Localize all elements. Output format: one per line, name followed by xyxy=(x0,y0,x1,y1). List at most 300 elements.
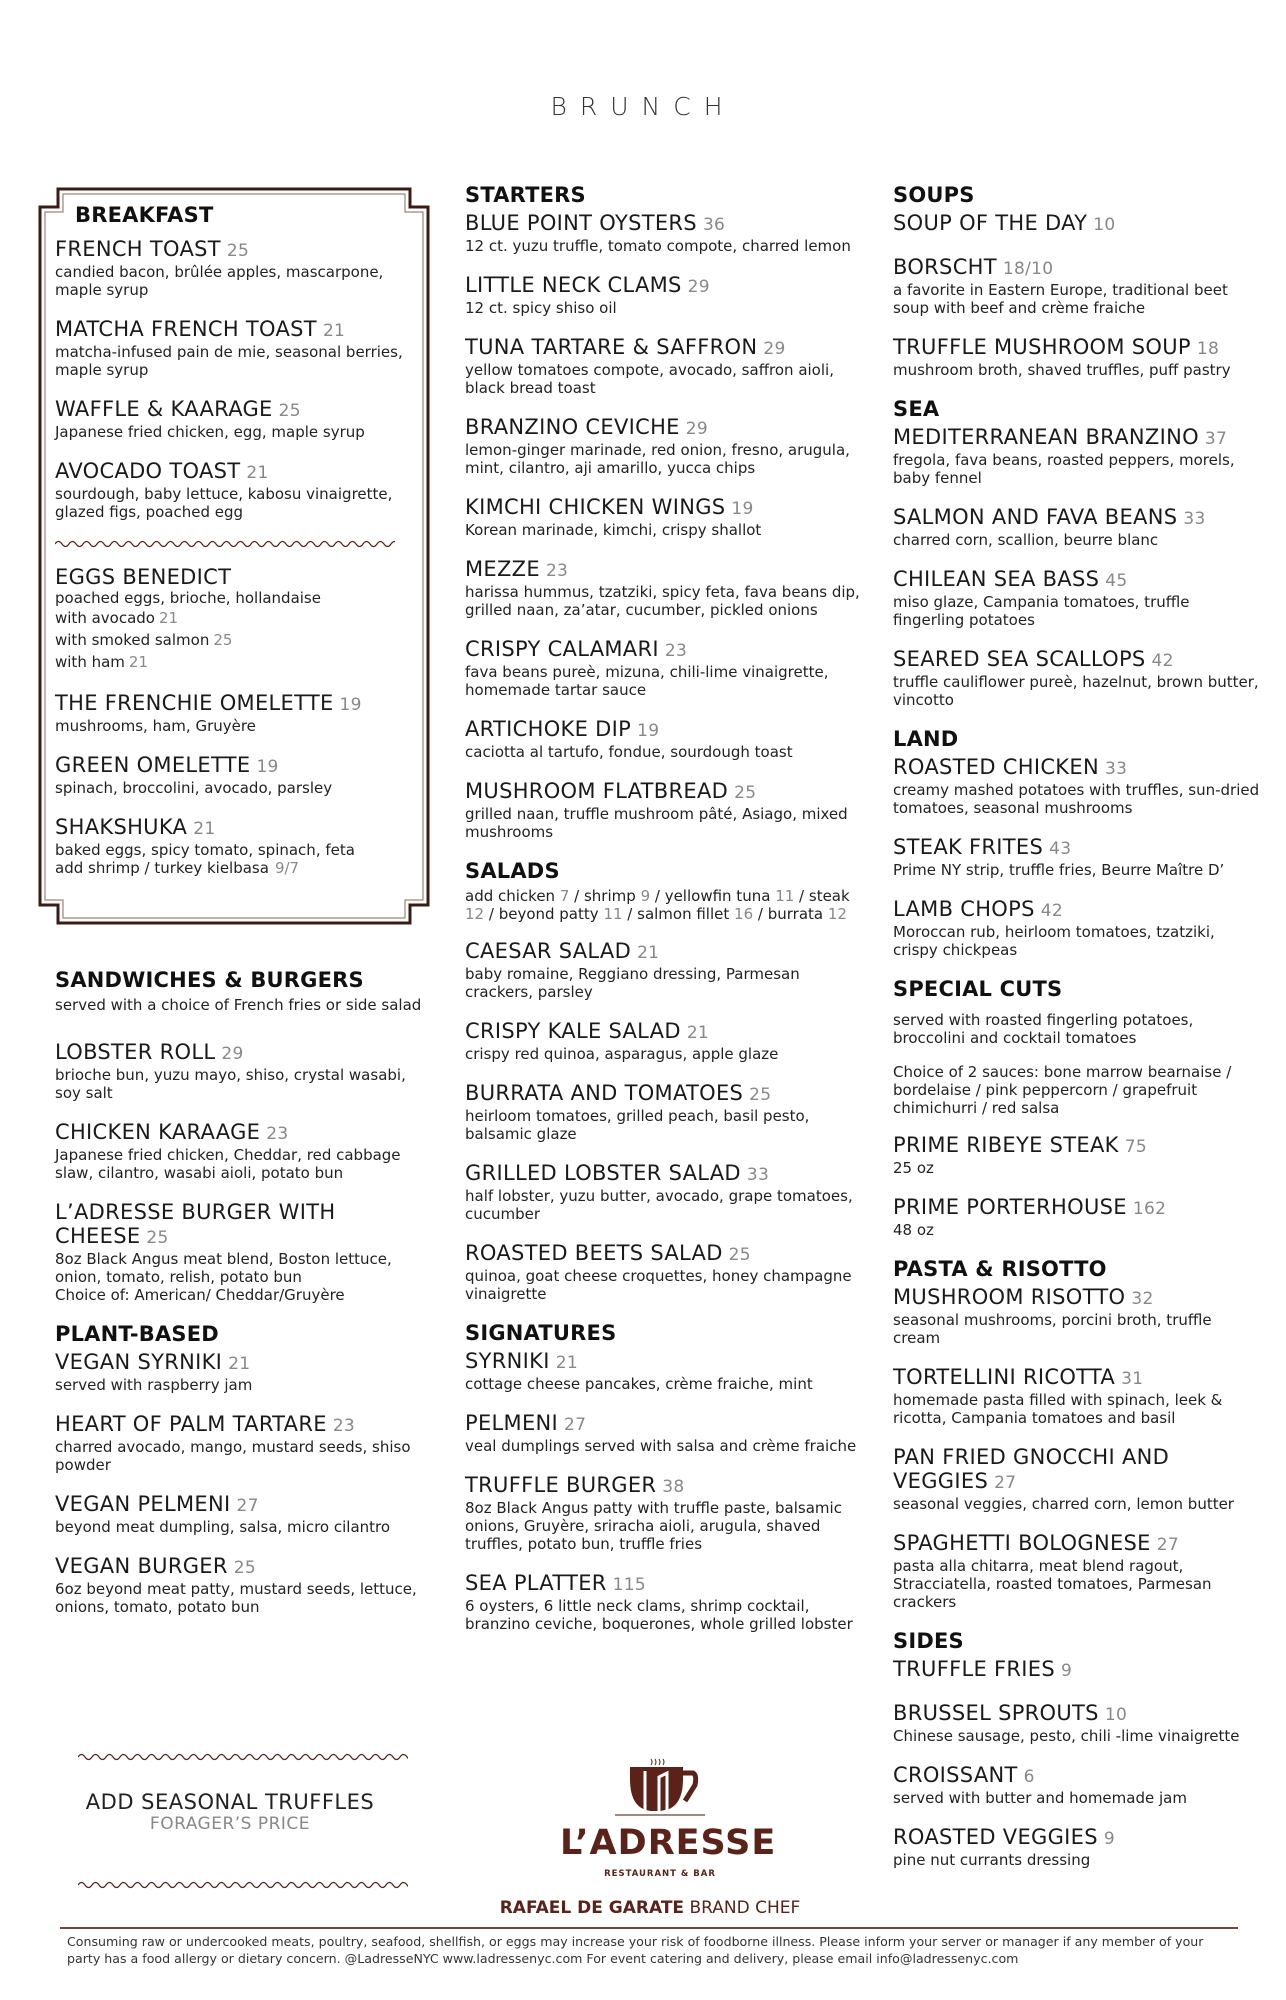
item-name xyxy=(893,1365,1263,1391)
item-desc: homemade pasta filled with spinach, leek & ricotta, Campania tomatoes and basil xyxy=(893,1391,1223,1427)
pasta-items xyxy=(893,1285,1263,1611)
item-name xyxy=(55,1492,425,1518)
item-price: 9 xyxy=(1060,1661,1073,1681)
section-heading-land: LAND xyxy=(893,727,959,751)
item-title: CRISPY KALE SALAD xyxy=(465,1019,681,1043)
menu-item-lamb-chops xyxy=(893,897,1263,959)
item-name xyxy=(465,495,865,521)
special-cuts-note: served with roasted fingerling potatoes, broccolini and cocktail tomatoes xyxy=(893,1011,1194,1047)
item-title: ROASTED BEETS SALAD xyxy=(465,1241,723,1265)
menu-item-lobster-roll xyxy=(55,1040,425,1102)
item-title: VEGAN SYRNIKI xyxy=(55,1350,223,1374)
extra-label: Choice of: American/ Cheddar/Gruyère xyxy=(55,1286,345,1304)
menu-item-mezze xyxy=(465,557,865,619)
seasonal-truffles-note xyxy=(40,1790,420,1834)
item-price: 33 xyxy=(1183,509,1206,529)
item-desc: charred corn, scallion, beurre blanc xyxy=(893,531,1159,549)
item-desc: Japanese fried chicken, Cheddar, red cabbage slaw, cilantro, wasabi aioli, potato bun xyxy=(55,1146,401,1182)
item-title: LAMB CHOPS xyxy=(893,897,1035,921)
item-desc: fava beans pureè, mizuna, chili-lime vinaigrette, homemade tartar sauce xyxy=(465,663,829,699)
item-name xyxy=(893,1657,1263,1683)
chef-credit xyxy=(440,1898,860,1918)
item-price: 25 xyxy=(233,1558,256,1578)
addon-label: yellowfin tuna xyxy=(664,887,771,905)
item-price: 25 xyxy=(728,1245,751,1265)
section-heading-signatures: SIGNATURES xyxy=(465,1321,617,1345)
item-name xyxy=(893,425,1263,451)
section-heading-starters: STARTERS xyxy=(465,183,586,207)
item-name xyxy=(465,939,865,965)
addon-label: add chicken xyxy=(465,887,556,905)
chef-name: RAFAEL DE GARATE xyxy=(499,1898,685,1918)
item-name xyxy=(465,1571,865,1597)
item-title: PRIME RIBEYE STEAK xyxy=(893,1133,1119,1157)
plant-items xyxy=(55,1350,425,1616)
item-name xyxy=(893,897,1263,923)
menu-item-pan-fried-gnocchi-and-veggies xyxy=(893,1445,1263,1513)
breakfast-section xyxy=(55,203,410,895)
menu-item-mushroom-risotto xyxy=(893,1285,1263,1347)
menu-item-croissant xyxy=(893,1763,1263,1807)
menu-item-roasted-chicken xyxy=(893,755,1263,817)
item-desc: sourdough, baby lettuce, kabosu vinaigrette, glazed figs, poached egg xyxy=(55,485,393,521)
item-title: BURRATA AND TOMATOES xyxy=(465,1081,744,1105)
item-desc: cottage cheese pancakes, crème fraiche, mint xyxy=(465,1375,813,1393)
menu-item-crispy-kale-salad xyxy=(465,1019,865,1063)
item-price: 18/10 xyxy=(1002,259,1054,279)
item-title: TRUFFLE MUSHROOM SOUP xyxy=(893,335,1191,359)
addon-price: 7 xyxy=(559,887,570,905)
menu-item-grilled-lobster-salad xyxy=(465,1161,865,1223)
item-title: FRENCH TOAST xyxy=(55,237,221,261)
menu-item-soup-of-the-day xyxy=(893,211,1263,237)
menu-item-pelmeni xyxy=(465,1411,865,1455)
item-title: WAFFLE & KAARAGE xyxy=(55,397,273,421)
item-title: MEZZE xyxy=(465,557,540,581)
menu-item-salmon-and-fava-beans xyxy=(893,505,1263,549)
item-desc: spinach, broccolini, avocado, parsley xyxy=(55,779,333,797)
item-name xyxy=(465,637,865,663)
item-price: 27 xyxy=(1156,1535,1179,1555)
item-desc: 12 ct. yuzu truffle, tomato compote, charred lemon xyxy=(465,237,851,255)
item-name xyxy=(893,1285,1263,1311)
menu-item-spaghetti-bolognese xyxy=(893,1531,1263,1611)
item-price: 115 xyxy=(612,1575,647,1595)
extra-label: add shrimp / turkey kielbasa xyxy=(55,859,269,877)
item-desc: pine nut currants dressing xyxy=(893,1851,1091,1869)
item-title: THE FRENCHIE OMELETTE xyxy=(55,691,334,715)
menu-item-chilean-sea-bass xyxy=(893,567,1263,629)
special-cuts-sauces: Choice of 2 sauces: bone marrow bearnaise / bordelaise / pink peppercorn / grapefruit chimichurri / red salsa xyxy=(893,1063,1232,1117)
item-desc: charred avocado, mango, mustard seeds, shiso powder xyxy=(55,1438,411,1474)
menu-item-caesar-salad xyxy=(465,939,865,1001)
addon-label: salmon fillet xyxy=(637,905,730,923)
item-title: PAN FRIED GNOCCHI AND VEGGIES xyxy=(893,1445,1170,1493)
menu-item-seared-sea-scallops xyxy=(893,647,1263,709)
item-title: CAESAR SALAD xyxy=(465,939,632,963)
item-name xyxy=(893,335,1263,361)
item-desc: creamy mashed potatoes with truffles, sun-dried tomatoes, seasonal mushrooms xyxy=(893,781,1260,817)
item-title: VEGAN PELMENI xyxy=(55,1492,231,1516)
starter-items xyxy=(465,211,865,841)
item-name xyxy=(55,815,410,841)
page-title: BRUNCH xyxy=(550,92,736,121)
item-price: 19 xyxy=(731,499,754,519)
item-name xyxy=(465,1019,865,1045)
item-title: KIMCHI CHICKEN WINGS xyxy=(465,495,726,519)
item-title: BORSCHT xyxy=(893,255,997,279)
item-price: 23 xyxy=(545,561,569,581)
section-heading-salads: SALADS xyxy=(465,859,560,883)
item-price: 29 xyxy=(687,277,710,297)
footer-disclaimer xyxy=(67,1933,1247,1967)
item-name xyxy=(465,273,865,299)
item-name xyxy=(465,1411,865,1437)
section-heading-special-cuts: SPECIAL CUTS xyxy=(893,977,1063,1001)
menu-item-little-neck-clams xyxy=(465,273,865,317)
item-price: 21 xyxy=(193,819,216,839)
section-heading-pasta: PASTA & RISOTTO xyxy=(893,1257,1107,1281)
item-title: SALMON AND FAVA BEANS xyxy=(893,505,1178,529)
item-desc: fregola, fava beans, roasted peppers, morels, baby fennel xyxy=(893,451,1235,487)
item-price: 162 xyxy=(1132,1199,1167,1219)
menu-item-artichoke-dip xyxy=(465,717,865,761)
section-heading-breakfast: BREAKFAST xyxy=(75,203,214,227)
menu-item-truffle-mushroom-soup xyxy=(893,335,1263,379)
item-title: BRANZINO CEVICHE xyxy=(465,415,680,439)
addon-price: 11 xyxy=(603,905,623,923)
menu-item-shakshuka xyxy=(55,815,410,877)
item-name xyxy=(465,211,865,237)
item-title: HEART OF PALM TARTARE xyxy=(55,1412,327,1436)
item-desc: miso glaze, Campania tomatoes, truffle fingerling potatoes xyxy=(893,593,1190,629)
benedict-option xyxy=(55,629,410,651)
item-title: BRUSSEL SPROUTS xyxy=(893,1701,1099,1725)
item-desc: crispy red quinoa, asparagus, apple glaze xyxy=(465,1045,779,1063)
footer-divider xyxy=(60,1927,1238,1929)
item-title: MEDITERRANEAN BRANZINO xyxy=(893,425,1199,449)
item-price: 42 xyxy=(1151,651,1174,671)
menu-item-roasted-veggies xyxy=(893,1825,1263,1869)
item-title: SPAGHETTI BOLOGNESE xyxy=(893,1531,1151,1555)
addon-label: shrimp xyxy=(583,887,636,905)
item-title: GREEN OMELETTE xyxy=(55,753,251,777)
item-price: 21 xyxy=(686,1023,710,1043)
item-desc: a favorite in Eastern Europe, traditional beet soup with beef and crème fraiche xyxy=(893,281,1228,317)
item-title: TRUFFLE BURGER xyxy=(465,1473,657,1497)
benedict-option xyxy=(55,651,410,673)
item-price: 10 xyxy=(1093,215,1116,235)
addon-label: steak xyxy=(808,887,850,905)
item-desc: Japanese fried chicken, egg, maple syrup xyxy=(55,423,365,441)
item-extra xyxy=(55,859,410,877)
item-desc: 48 oz xyxy=(893,1221,934,1239)
item-desc: grilled naan, truffle mushroom pâté, Asiago, mixed mushrooms xyxy=(465,805,848,841)
option-price: 21 xyxy=(158,609,179,627)
menu-item-heart-of-palm-tartare xyxy=(55,1412,425,1474)
menu-item-vegan-pelmeni xyxy=(55,1492,425,1536)
item-price: 27 xyxy=(236,1496,259,1516)
item-name xyxy=(893,1445,1263,1495)
item-name xyxy=(893,255,1263,281)
item-title: SEARED SEA SCALLOPS xyxy=(893,647,1146,671)
item-name xyxy=(893,1195,1263,1221)
item-name xyxy=(55,1554,425,1580)
item-desc: mushroom broth, shaved truffles, puff pastry xyxy=(893,361,1231,379)
menu-item-mushroom-flatbread xyxy=(465,779,865,841)
item-price: 31 xyxy=(1121,1369,1144,1389)
item-title: L’ADRESSE BURGER WITH CHEESE xyxy=(55,1200,336,1248)
item-desc: seasonal mushrooms, porcini broth, truffle cream xyxy=(893,1311,1212,1347)
option-price: 25 xyxy=(213,631,233,649)
item-price: 21 xyxy=(322,321,346,341)
item-name xyxy=(465,1473,865,1499)
menu-item-truffle-burger xyxy=(465,1473,865,1553)
restaurant-logo xyxy=(560,1755,777,1879)
item-desc: poached eggs, brioche, hollandaise xyxy=(55,589,321,607)
item-name xyxy=(893,211,1263,237)
item-name xyxy=(55,1120,425,1146)
menu-item-the-frenchie-omelette xyxy=(55,691,410,735)
item-price: 43 xyxy=(1049,839,1072,859)
item-desc: Prime NY strip, truffle fries, Beurre Maître D’ xyxy=(893,861,1225,879)
menu-item-borscht xyxy=(893,255,1263,317)
item-price: 32 xyxy=(1131,1289,1154,1309)
benedict-options xyxy=(55,607,410,673)
option-label: with smoked salmon xyxy=(55,631,210,649)
item-name xyxy=(893,1701,1263,1727)
item-price: 18 xyxy=(1196,339,1220,359)
item-price: 29 xyxy=(221,1044,244,1064)
addon-label: burrata xyxy=(767,905,824,923)
menu-item-tuna-tartare-saffron xyxy=(465,335,865,397)
option-price: 21 xyxy=(128,653,148,671)
item-extra xyxy=(55,1286,425,1304)
menu-item-mediterranean-branzino xyxy=(893,425,1263,487)
item-title: ROASTED CHICKEN xyxy=(893,755,1099,779)
item-name xyxy=(893,567,1263,593)
footer-line-1: Consuming raw or undercooked meats, poultry, seafood, shellfish, or eggs may increase your risk of foodborne illness. Please inform your server or manager if any member of your xyxy=(67,1934,1204,1949)
item-price: 23 xyxy=(332,1416,356,1436)
menu-item-vegan-burger xyxy=(55,1554,425,1616)
item-desc: pasta alla chitarra, meat blend ragout, Stracciatella, roasted tomatoes, Parmesan crackers xyxy=(893,1557,1212,1611)
item-desc: baby romaine, Reggiano dressing, Parmesan crackers, parsley xyxy=(465,965,800,1001)
item-price: 25 xyxy=(734,783,757,803)
item-desc: yellow tomatoes compote, avocado, saffron aioli, black bread toast xyxy=(465,361,834,397)
item-name xyxy=(55,691,410,717)
item-price: 29 xyxy=(763,339,786,359)
section-heading-plant-based: PLANT-BASED xyxy=(55,1322,219,1346)
item-price: 25 xyxy=(749,1085,772,1105)
item-desc: half lobster, yuzu butter, avocado, grape tomatoes, cucumber xyxy=(465,1187,853,1223)
option-label: with avocado xyxy=(55,609,155,627)
item-name xyxy=(465,335,865,361)
section-heading-soups: SOUPS xyxy=(893,183,975,207)
breakfast-items-2 xyxy=(55,691,410,877)
section-heading-sea: SEA xyxy=(893,397,940,421)
item-title: TRUFFLE FRIES xyxy=(893,1657,1055,1681)
salad-addon: add chicken 7 / xyxy=(465,887,584,905)
item-title: TUNA TARTARE & SAFFRON xyxy=(465,335,758,359)
item-title: MATCHA FRENCH TOAST xyxy=(55,317,317,341)
item-title: SOUP OF THE DAY xyxy=(893,211,1088,235)
brand-tagline: RESTAURANT & BAR xyxy=(604,1869,716,1879)
item-name xyxy=(55,1200,425,1250)
item-price: 27 xyxy=(564,1415,587,1435)
item-desc: 8oz Black Angus meat blend, Boston lettuce, onion, tomato, relish, potato bun xyxy=(55,1250,392,1286)
menu-item-burrata-and-tomatoes xyxy=(465,1081,865,1143)
item-title: ARTICHOKE DIP xyxy=(465,717,632,741)
item-title: MUSHROOM FLATBREAD xyxy=(465,779,729,803)
menu-item-sea-platter xyxy=(465,1571,865,1633)
item-price: 36 xyxy=(702,215,726,235)
item-name xyxy=(55,459,410,485)
item-price: 21 xyxy=(246,463,269,483)
menu-item-steak-frites xyxy=(893,835,1263,879)
option-label: with ham xyxy=(55,653,125,671)
item-price: 42 xyxy=(1040,901,1063,921)
item-price: 21 xyxy=(555,1353,578,1373)
item-price: 29 xyxy=(685,419,708,439)
menu-item-waffle-kaarage xyxy=(55,397,410,441)
salad-addon: beyond patty 11 / xyxy=(498,905,638,923)
item-desc: 12 ct. spicy shiso oil xyxy=(465,299,617,317)
item-title: CROISSANT xyxy=(893,1763,1018,1787)
section-heading-sandwiches: SANDWICHES & BURGERS xyxy=(55,968,364,992)
item-desc: served with butter and homemade jam xyxy=(893,1789,1187,1807)
item-desc: seasonal veggies, charred corn, lemon butter xyxy=(893,1495,1234,1513)
benedict-option xyxy=(55,607,410,629)
sea-items xyxy=(893,425,1263,709)
item-desc: candied bacon, brûlée apples, mascarpone, maple syrup xyxy=(55,263,384,299)
item-desc: beyond meat dumpling, salsa, micro cilantro xyxy=(55,1518,391,1536)
item-title: CHILEAN SEA BASS xyxy=(893,567,1100,591)
item-title: CRISPY CALAMARI xyxy=(465,637,659,661)
footer-line-2: party has a food allergy or dietary concern. @LadresseNYC www.ladressenyc.com For event catering and delivery, please email info@ladressenyc.com xyxy=(67,1951,1019,1966)
item-title: SHAKSHUKA xyxy=(55,815,188,839)
item-title: PELMENI xyxy=(465,1411,559,1435)
wave-divider xyxy=(55,539,395,549)
menu-item-l-adresse-burger-with-cheese xyxy=(55,1200,425,1304)
column-middle xyxy=(465,183,865,1651)
menu-item-tortellini-ricotta xyxy=(893,1365,1263,1427)
section-note: served with a choice of French fries or side salad xyxy=(55,996,422,1014)
cut-items xyxy=(893,1133,1263,1239)
truffle-line-1: ADD SEASONAL TRUFFLES xyxy=(85,1790,375,1814)
brand-name: L’ADRESSE xyxy=(560,1823,777,1863)
menu-item-french-toast xyxy=(55,237,410,299)
item-desc: Moroccan rub, heirloom tomatoes, tzatziki, crispy chickpeas xyxy=(893,923,1215,959)
addon-label: beyond patty xyxy=(498,905,599,923)
item-price: 45 xyxy=(1105,571,1128,591)
menu-item-chicken-karaage xyxy=(55,1120,425,1182)
item-price: 19 xyxy=(339,695,362,715)
menu-item-kimchi-chicken-wings xyxy=(465,495,865,539)
menu-item-brussel-sprouts xyxy=(893,1701,1263,1745)
menu-item-avocado-toast xyxy=(55,459,410,521)
item-title: VEGAN BURGER xyxy=(55,1554,228,1578)
side-items xyxy=(893,1657,1263,1869)
item-name xyxy=(465,1349,865,1375)
item-title: SYRNIKI xyxy=(465,1349,550,1373)
item-title: LITTLE NECK CLAMS xyxy=(465,273,682,297)
item-name xyxy=(55,753,410,779)
salad-items xyxy=(465,939,865,1303)
item-desc: 6 oysters, 6 little neck clams, shrimp cocktail, branzino ceviche, boquerones, whole grilled lobster xyxy=(465,1597,853,1633)
addon-price: 9 xyxy=(640,887,651,905)
column-right xyxy=(893,183,1263,1887)
addon-price: 12 xyxy=(465,905,485,923)
item-name xyxy=(893,647,1263,673)
item-desc: matcha-infused pain de mie, seasonal berries, maple syrup xyxy=(55,343,403,379)
item-name xyxy=(55,237,410,263)
menu-item-prime-porterhouse xyxy=(893,1195,1263,1239)
item-price: 6 xyxy=(1023,1767,1035,1787)
item-title: BLUE POINT OYSTERS xyxy=(465,211,697,235)
item-price: 21 xyxy=(637,943,660,963)
item-price: 33 xyxy=(1104,759,1128,779)
item-desc: harissa hummus, tzatziki, spicy feta, fava beans dip, grilled naan, za’atar, cucumber, pickled onions xyxy=(465,583,860,619)
item-price: 10 xyxy=(1104,1705,1128,1725)
item-name xyxy=(465,557,865,583)
item-name xyxy=(893,755,1263,781)
item-name xyxy=(55,1412,425,1438)
section-heading-sides: SIDES xyxy=(893,1629,964,1653)
item-name xyxy=(893,835,1263,861)
item-desc: brioche bun, yuzu mayo, shiso, crystal wasabi, soy salt xyxy=(55,1066,406,1102)
addon-price: 16 xyxy=(734,905,754,923)
chef-title: BRAND CHEF xyxy=(689,1898,801,1918)
menu-item-roasted-beets-salad xyxy=(465,1241,865,1303)
item-desc: 8oz Black Angus patty with truffle paste, balsamic onions, Gruyère, sriracha aioli, arugula, shaved truffles, potato bun, truffle fries xyxy=(465,1499,842,1553)
item-name xyxy=(55,317,410,343)
soup-items xyxy=(893,211,1263,379)
item-price: 21 xyxy=(228,1354,251,1374)
item-desc: mushrooms, ham, Gruyère xyxy=(55,717,256,735)
item-price: 27 xyxy=(994,1473,1017,1493)
item-desc: truffle cauliflower pureè, hazelnut, brown butter, vincotto xyxy=(893,673,1259,709)
breakfast-items xyxy=(55,237,410,521)
item-price: 25 xyxy=(226,241,250,261)
item-name xyxy=(55,1350,425,1376)
menu-item-prime-ribeye-steak xyxy=(893,1133,1263,1177)
menu-item-truffle-fries xyxy=(893,1657,1263,1683)
sandwich-items xyxy=(55,1040,425,1304)
item-name xyxy=(465,1241,865,1267)
menu-item-blue-point-oysters xyxy=(465,211,865,255)
item-desc: veal dumplings served with salsa and crème fraiche xyxy=(465,1437,857,1455)
extra-price: 9/7 xyxy=(274,859,300,877)
item-price: 23 xyxy=(266,1124,289,1144)
item-name xyxy=(465,1161,865,1187)
item-name xyxy=(465,779,865,805)
menu-item-green-omelette xyxy=(55,753,410,797)
item-name xyxy=(55,1040,425,1066)
item-price: 9 xyxy=(1103,1829,1115,1849)
salad-addon: salmon fillet 16 / xyxy=(637,905,768,923)
item-title: ROASTED VEGGIES xyxy=(893,1825,1098,1849)
column-left xyxy=(55,968,425,1634)
item-price: 38 xyxy=(662,1477,685,1497)
signature-items xyxy=(465,1349,865,1633)
item-title: GRILLED LOBSTER SALAD xyxy=(465,1161,741,1185)
item-name xyxy=(893,1531,1263,1557)
menu-item-syrniki xyxy=(465,1349,865,1393)
salad-addons xyxy=(465,887,865,923)
item-price: 33 xyxy=(746,1165,770,1185)
wave-divider xyxy=(78,1880,408,1890)
item-title: TORTELLINI RICOTTA xyxy=(893,1365,1116,1389)
